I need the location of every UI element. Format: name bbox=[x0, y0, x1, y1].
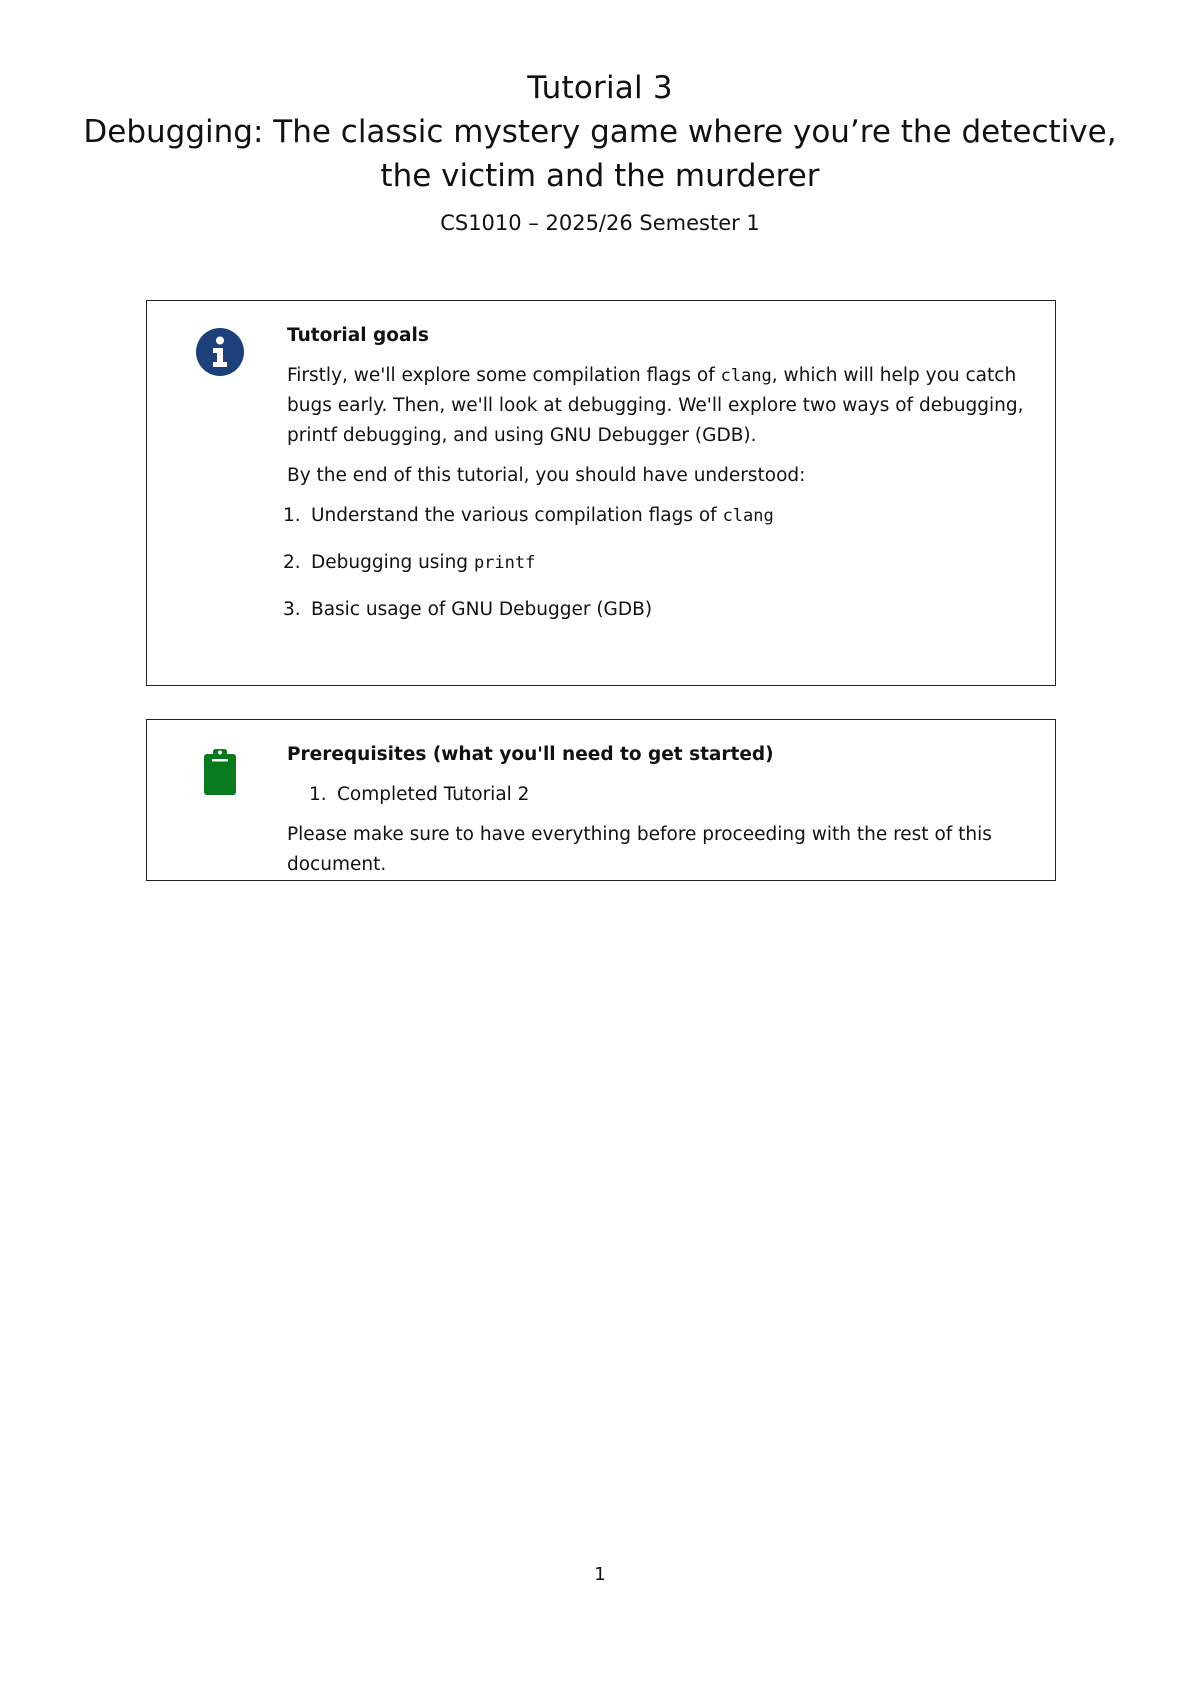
course-label: CS1010 – 2025/26 Semester 1 bbox=[440, 211, 760, 235]
list-item-code: printf bbox=[473, 553, 536, 573]
intro-code-clang: clang bbox=[720, 366, 772, 386]
list-item-text: Completed Tutorial 2 bbox=[337, 784, 530, 805]
document-title: Tutorial 3 bbox=[527, 70, 673, 106]
prerequisites-content bbox=[287, 740, 1039, 890]
prerequisites-box bbox=[146, 719, 1056, 881]
tutorial-goals-intro bbox=[287, 361, 1039, 451]
title-block bbox=[0, 66, 1200, 238]
page-number: 1 bbox=[594, 1564, 606, 1585]
list-item-text: Basic usage of GNU Debugger (GDB) bbox=[311, 599, 653, 620]
clipboard-icon bbox=[195, 746, 245, 796]
goal-list bbox=[283, 501, 1039, 625]
tutorial-goals-heading: Tutorial goals bbox=[287, 325, 429, 346]
intro-text-part-2: , which will help you catch bugs early. Then, we'll look at debugging. We'll explore two ways of debugging, printf debugging, and using GNU Debugger (GDB). bbox=[287, 365, 1024, 446]
list-item bbox=[283, 501, 1039, 531]
list-item-text: Understand the various compilation flags of bbox=[311, 505, 723, 526]
info-circle-icon bbox=[195, 327, 245, 377]
tutorial-goals-box bbox=[146, 300, 1056, 686]
list-item-number: 1. bbox=[309, 784, 327, 805]
tutorial-goals-content bbox=[283, 321, 1039, 642]
list-item-number: 1. bbox=[283, 505, 301, 526]
document-subtitle-line-2: the victim and the murderer bbox=[380, 158, 820, 194]
list-item bbox=[287, 780, 1039, 810]
prerequisites-note: Please make sure to have everything before proceeding with the rest of this document. bbox=[287, 824, 992, 875]
tutorial-goals-lead: By the end of this tutorial, you should have understood: bbox=[287, 465, 806, 486]
prerequisites-list bbox=[287, 780, 1039, 810]
list-item-number: 3. bbox=[283, 599, 301, 620]
list-item-text: Debugging using bbox=[311, 552, 474, 573]
intro-text-part-1: Firstly, we'll explore some compilation flags of bbox=[287, 365, 721, 386]
prerequisites-heading: Prerequisites (what you'll need to get started) bbox=[287, 744, 774, 765]
list-item bbox=[283, 548, 1039, 578]
document-subtitle-line-1: Debugging: The classic mystery game where you’re the detective, bbox=[83, 114, 1117, 150]
list-item-code: clang bbox=[722, 506, 774, 526]
list-item-number: 2. bbox=[283, 552, 301, 573]
list-item bbox=[283, 595, 1039, 625]
